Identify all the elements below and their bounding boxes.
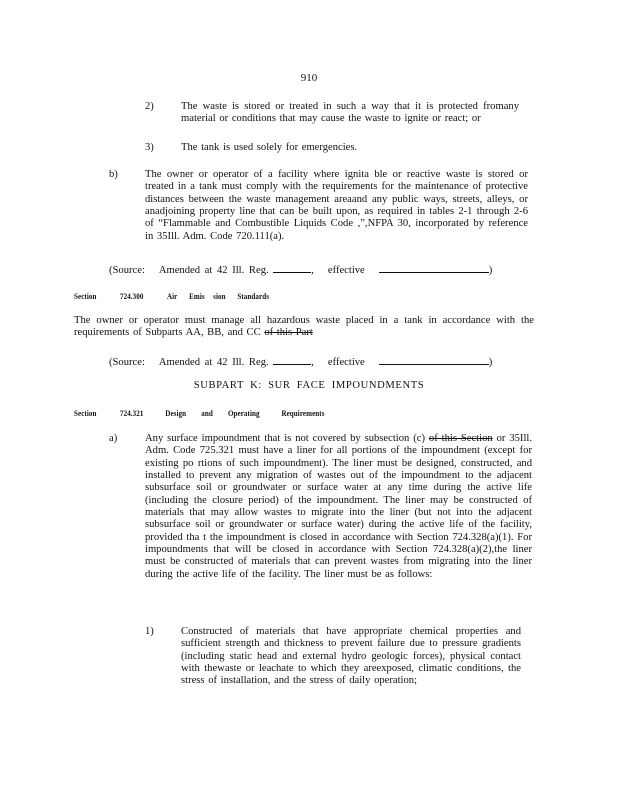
section-title-word: Operating — [227, 409, 260, 418]
source-prefix: (Source: — [109, 357, 145, 368]
body-text: Any surface impoundment that is not covered by subsection (c) — [145, 433, 425, 444]
item-a-label: a) — [109, 433, 118, 444]
item-a1-label: 1) — [145, 626, 154, 637]
section-title-word: Emis — [189, 292, 205, 301]
section-title-word: Air — [166, 292, 178, 301]
source-note — [109, 355, 492, 369]
register-blank — [273, 355, 311, 365]
struck-text: of this Part — [264, 327, 313, 339]
section-title-word: sion — [213, 292, 226, 301]
struck-text: of this Section — [428, 433, 493, 444]
item-3-text: The tank is used solely for emergencies. — [181, 142, 358, 153]
section-number: 724.300 — [120, 292, 144, 301]
source-comma: , — [311, 357, 314, 368]
source-effective: effective — [327, 357, 365, 368]
effective-blank — [379, 263, 489, 273]
item-3-label: 3) — [145, 142, 154, 153]
item-b-text: The owner or operator of a facility where ignita ble or reactive waste is stored or treated in a tank must comply with the requirements for the maintenance of protective distances between the waste management areaand any public ways, streets, alleys, or anadjoining property line that can be built upon, as required in tables 2-1 through 2-6 of “Flammable and Combustible Liquids Code ,”,NFPA 30, incorporated by reference in 35Ill. Adm. Code 720.111(a). — [145, 169, 528, 242]
section-title-word: and — [201, 409, 213, 418]
item-2-label: 2) — [145, 101, 154, 112]
item-a1-text: Constructed of materials that have appropriate chemical properties and sufficient strength and thickness to prevent failure due to pressure gradients (including static head and external hydro geologic forces), physical contact with thewaste or leachate to which they areexposed, climatic conditions, the stress of installation, and the stress of daily operation; — [181, 626, 521, 687]
item-2-text: The waste is stored or treated in such a way that it is protected fromany material or conditions that may cause the waste to ignite or react; or — [181, 101, 519, 125]
section-title-word: Standards — [237, 292, 270, 301]
item-b-label: b) — [109, 169, 118, 180]
section-heading-724-321 — [74, 409, 325, 418]
body-text: The owner or operator must manage all hazardous waste placed in a tank in accordance with the requirements of Subparts AA, BB, and CC — [74, 315, 534, 339]
source-close: ) — [488, 265, 493, 276]
source-close: ) — [488, 357, 493, 368]
page-number: 910 — [300, 72, 318, 84]
source-amended: Amended at 42 Ill. Reg. — [158, 357, 269, 368]
section-heading-724-300 — [74, 292, 269, 301]
register-blank — [273, 263, 311, 273]
section-title-word: Design — [165, 409, 187, 418]
body-text: or 35Ill. Adm. Code 725.321 must have a liner for all portions of the impoundment (except for existing po rtions of such impoundment). The liner must be designed, constructed, and installed to prevent any migration of wastes out of the impoundment to the adjacent subsurface soil or groundwater or surface water at any time during the active life (including the closure period) of the impoundment. The liner may be constructed of materials that may allow wastes to migrate into the liner (but not into the adjacent subsurface soil or groundwater or surface water) during the active life of the facility, provided tha t the impoundment is closed in accordance with Section 724.328(a)(1). For impoundments that will be closed in accordance with Section 724.328(a)(2),the liner must be constructed of materials that can prevent wastes from migrating into the liner during the active life of the facility. The liner must be as follows: — [145, 433, 532, 580]
section-number: 724.321 — [120, 409, 144, 418]
item-a-text — [145, 433, 532, 581]
section-title-word: Requirements — [281, 409, 325, 418]
section-label: Section — [74, 409, 97, 418]
source-amended: Amended at 42 Ill. Reg. — [158, 265, 269, 276]
source-effective: effective — [327, 265, 365, 276]
section-label: Section — [74, 292, 97, 301]
effective-blank — [379, 355, 489, 365]
source-note — [109, 263, 492, 277]
subpart-heading: SUBPART K: SUR FACE IMPOUNDMENTS — [193, 380, 425, 391]
source-comma: , — [311, 265, 314, 276]
source-prefix: (Source: — [109, 265, 145, 276]
section-724-300-body — [74, 315, 534, 340]
